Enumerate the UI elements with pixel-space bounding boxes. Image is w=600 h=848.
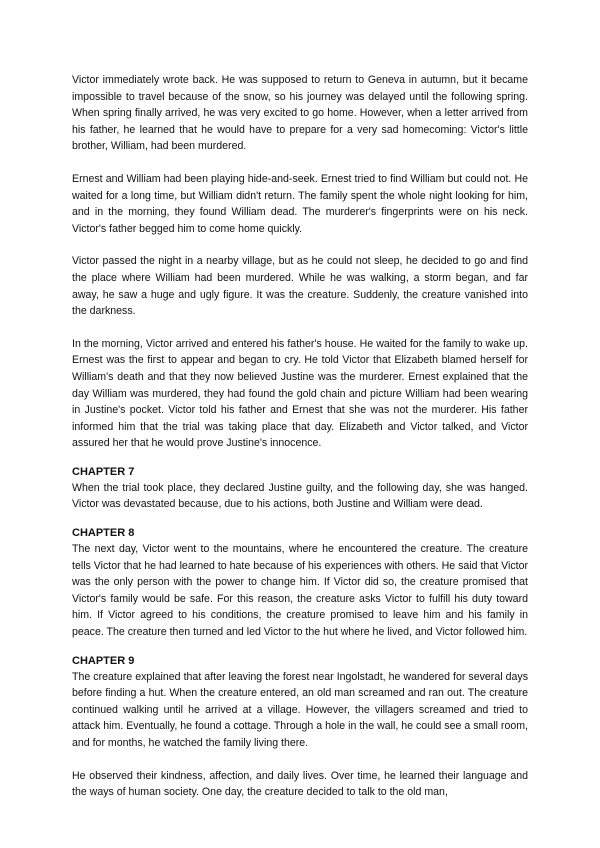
document-page [72,72,528,801]
chapter-7-heading: CHAPTER 7 [72,465,135,478]
chapter-9-heading: CHAPTER 9 [72,654,135,667]
paragraph-letter: Victor immediately wrote back. He was supposed to return to Geneva in autumn, but it became impossible to travel because of the snow, so his journey was delayed until the following spring. When spring finally arrived, he was very excited to go home. However, when a letter arrived from his father, he learned that he would have to prepare for a very sad homecoming: Victor's little brother, William, had been murdered. [72,74,528,153]
chapter-9-text: The creature explained that after leaving the forest near Ingolstadt, he wandered for several days before finding a hut. When the creature entered, an old man screamed and ran out. The creature continued walking until he arrived at a village. However, the villagers screamed and tried to attack him. Eventually, he found a cottage. Through a hole in the wall, he could see a small room, and for months, he watched the family living there. [72,670,528,749]
chapter-9-text-continued: He observed their kindness, affection, and daily lives. Over time, he learned their language and the ways of human society. One day, the creature decided to talk to the old man, [72,769,528,799]
chapter-8-heading: CHAPTER 8 [72,527,135,540]
paragraph-morning: In the morning, Victor arrived and entered his father's house. He waited for the family to wake up. Ernest was the first to appear and began to cry. He told Victor that Elizabeth blamed herself for William's death and that they now believed Justine was the murderer. Ernest explained that the day William was murdered, they had found the gold chain and picture William had been wearing in Justine's pocket. Victor told his father and Ernest that she was not the murderer. His father informed him that the trial was taking place that day. Elizabeth and Victor talked, and Victor assured her that he would prove Justine's innocence. [72,337,528,450]
chapter-7-text: When the trial took place, they declared Justine guilty, and the following day, she was hanged. Victor was devastated because, due to his actions, both Justine and William were dead. [72,481,528,511]
paragraph-hide-and-seek: Ernest and William had been playing hide-and-seek. Ernest tried to find William but could not. He waited for a long time, but William didn't return. The family spent the whole night looking for him, and in the morning, they found William dead. The murderer's fingerprints were on his neck. Victor's father begged him to come home quickly. [72,172,528,235]
paragraph-storm: Victor passed the night in a nearby village, but as he could not sleep, he decided to go and find the place where William had been murdered. While he was walking, a storm began, and far away, he saw a huge and ugly figure. It was the creature. Suddenly, the creature vanished into the darkness. [72,255,528,318]
chapter-8-text: The next day, Victor went to the mountains, where he encountered the creature. The creature tells Victor that he had learned to hate because of his experiences with others. He said that Victor was the only person with the power to change him. If Victor did so, the creature promised that Victor's family would be safe. For this reason, the creature asks Victor to fulfill his duty toward him. If Victor agreed to his conditions, the creature promised to leave him and his family in peace. The creature then turned and led Victor to the hut where he lived, and Victor followed him. [72,543,528,639]
